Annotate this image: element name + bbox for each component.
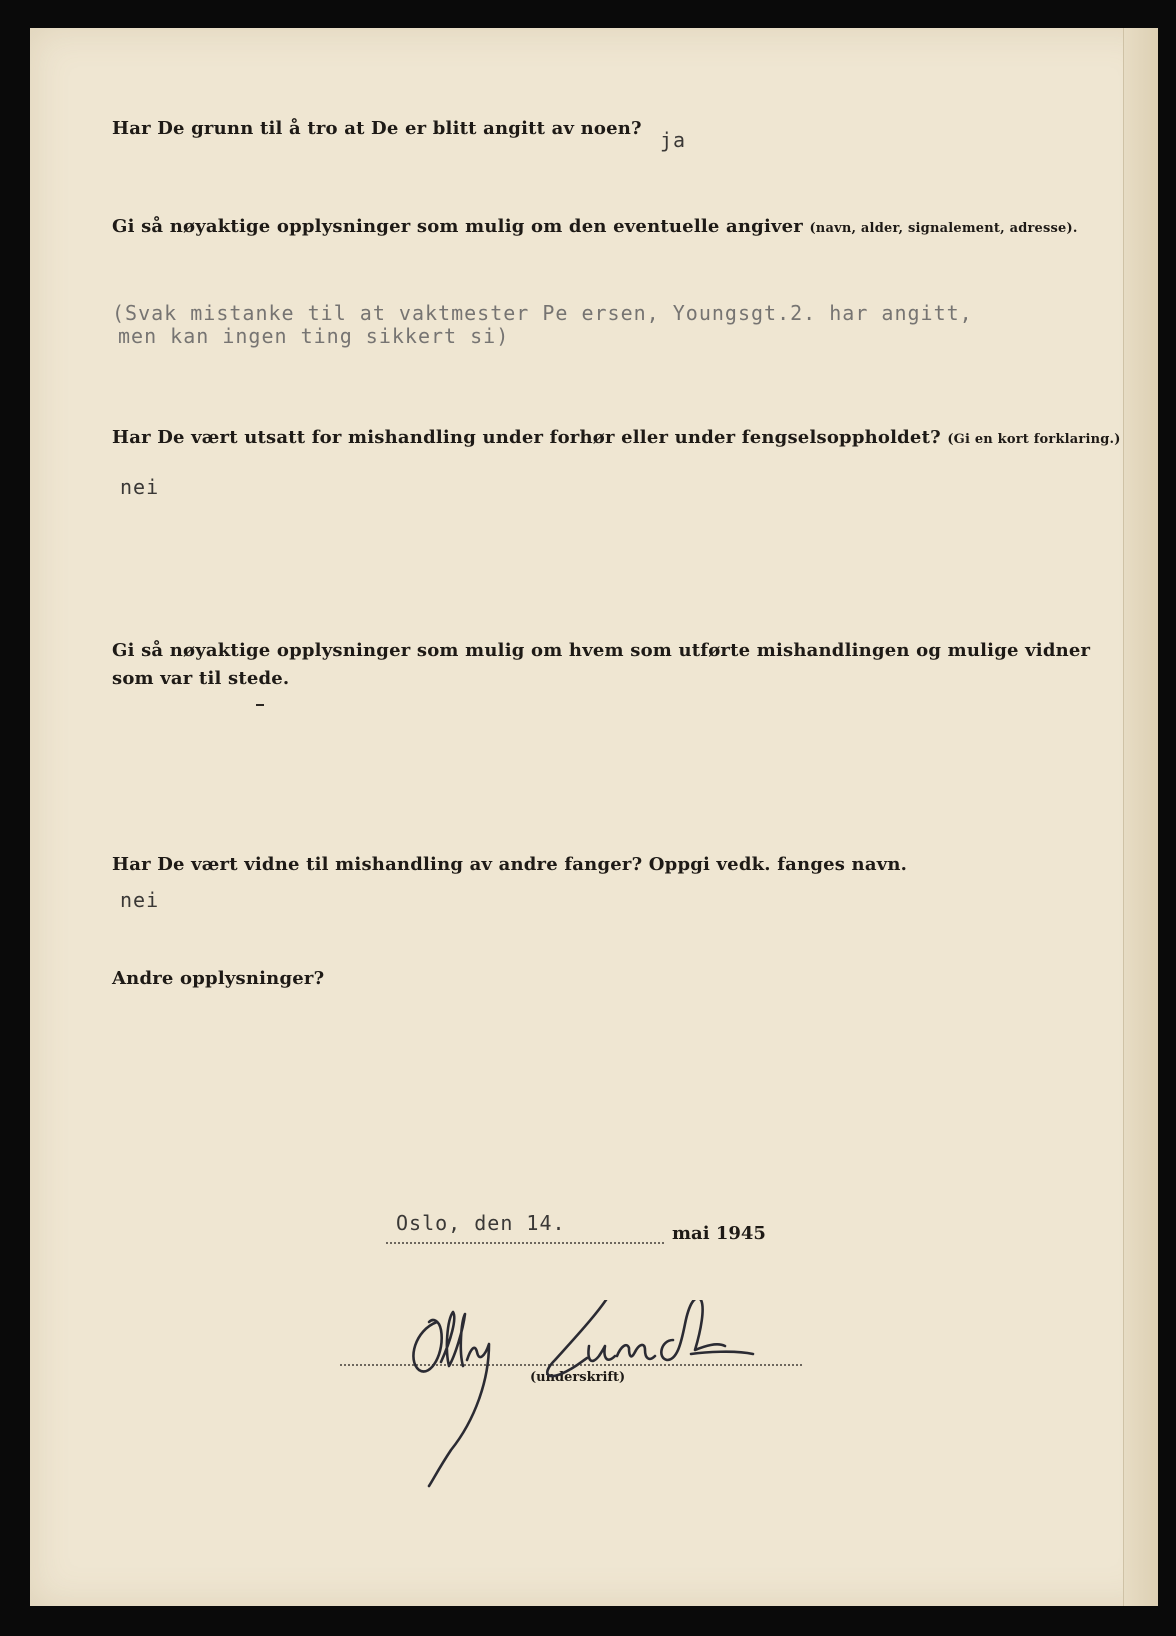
question-angiver xyxy=(112,216,1078,237)
question-mishandling xyxy=(112,427,1121,448)
answer-vidne: nei xyxy=(120,888,160,912)
question-vidne: Har De vært vidne til mishandling av andre fanger? Oppgi vedk. fanges navn. xyxy=(112,854,908,875)
answer-utforte-dash xyxy=(256,704,264,706)
answer-angiver-line2: men kan ingen ting sikkert si) xyxy=(118,324,510,348)
place-date-typed: Oslo, den 14. xyxy=(396,1211,566,1235)
signature-label: (underskrift) xyxy=(530,1370,626,1385)
question-mishandling-note: (Gi en kort forklaring.) xyxy=(947,432,1121,447)
question-mishandling-label: Har De vært utsatt for mishandling under forhør eller under fengselsoppholdet? xyxy=(112,427,941,448)
show-through-text xyxy=(110,64,116,83)
question-angiver-note: (navn, alder, signalement, adresse). xyxy=(809,221,1078,236)
question-andre: Andre opplysninger? xyxy=(112,968,325,989)
month-year: mai 1945 xyxy=(672,1223,766,1244)
signature-handwriting xyxy=(405,1300,785,1500)
answer-angiver-line1: (Svak mistanke til at vaktmester Pe ersen, Youngsgt.2. har angitt, xyxy=(112,301,973,325)
answer-angitt: ja xyxy=(660,128,687,152)
question-angiver-label: Gi så nøyaktige opplysninger som mulig om den eventuelle angiver xyxy=(112,216,803,237)
question-angitt: Har De grunn til å tro at De er blitt angitt av noen? xyxy=(112,118,642,139)
question-utforte-line1: Gi så nøyaktige opplysninger som mulig om hvem som utførte mishandlingen og mulige vidner xyxy=(112,640,1091,661)
answer-mishandling: nei xyxy=(120,475,160,499)
page-edge xyxy=(1123,28,1158,1606)
date-dotted-line xyxy=(386,1242,664,1244)
question-utforte-line2: som var til stede. xyxy=(112,668,290,689)
